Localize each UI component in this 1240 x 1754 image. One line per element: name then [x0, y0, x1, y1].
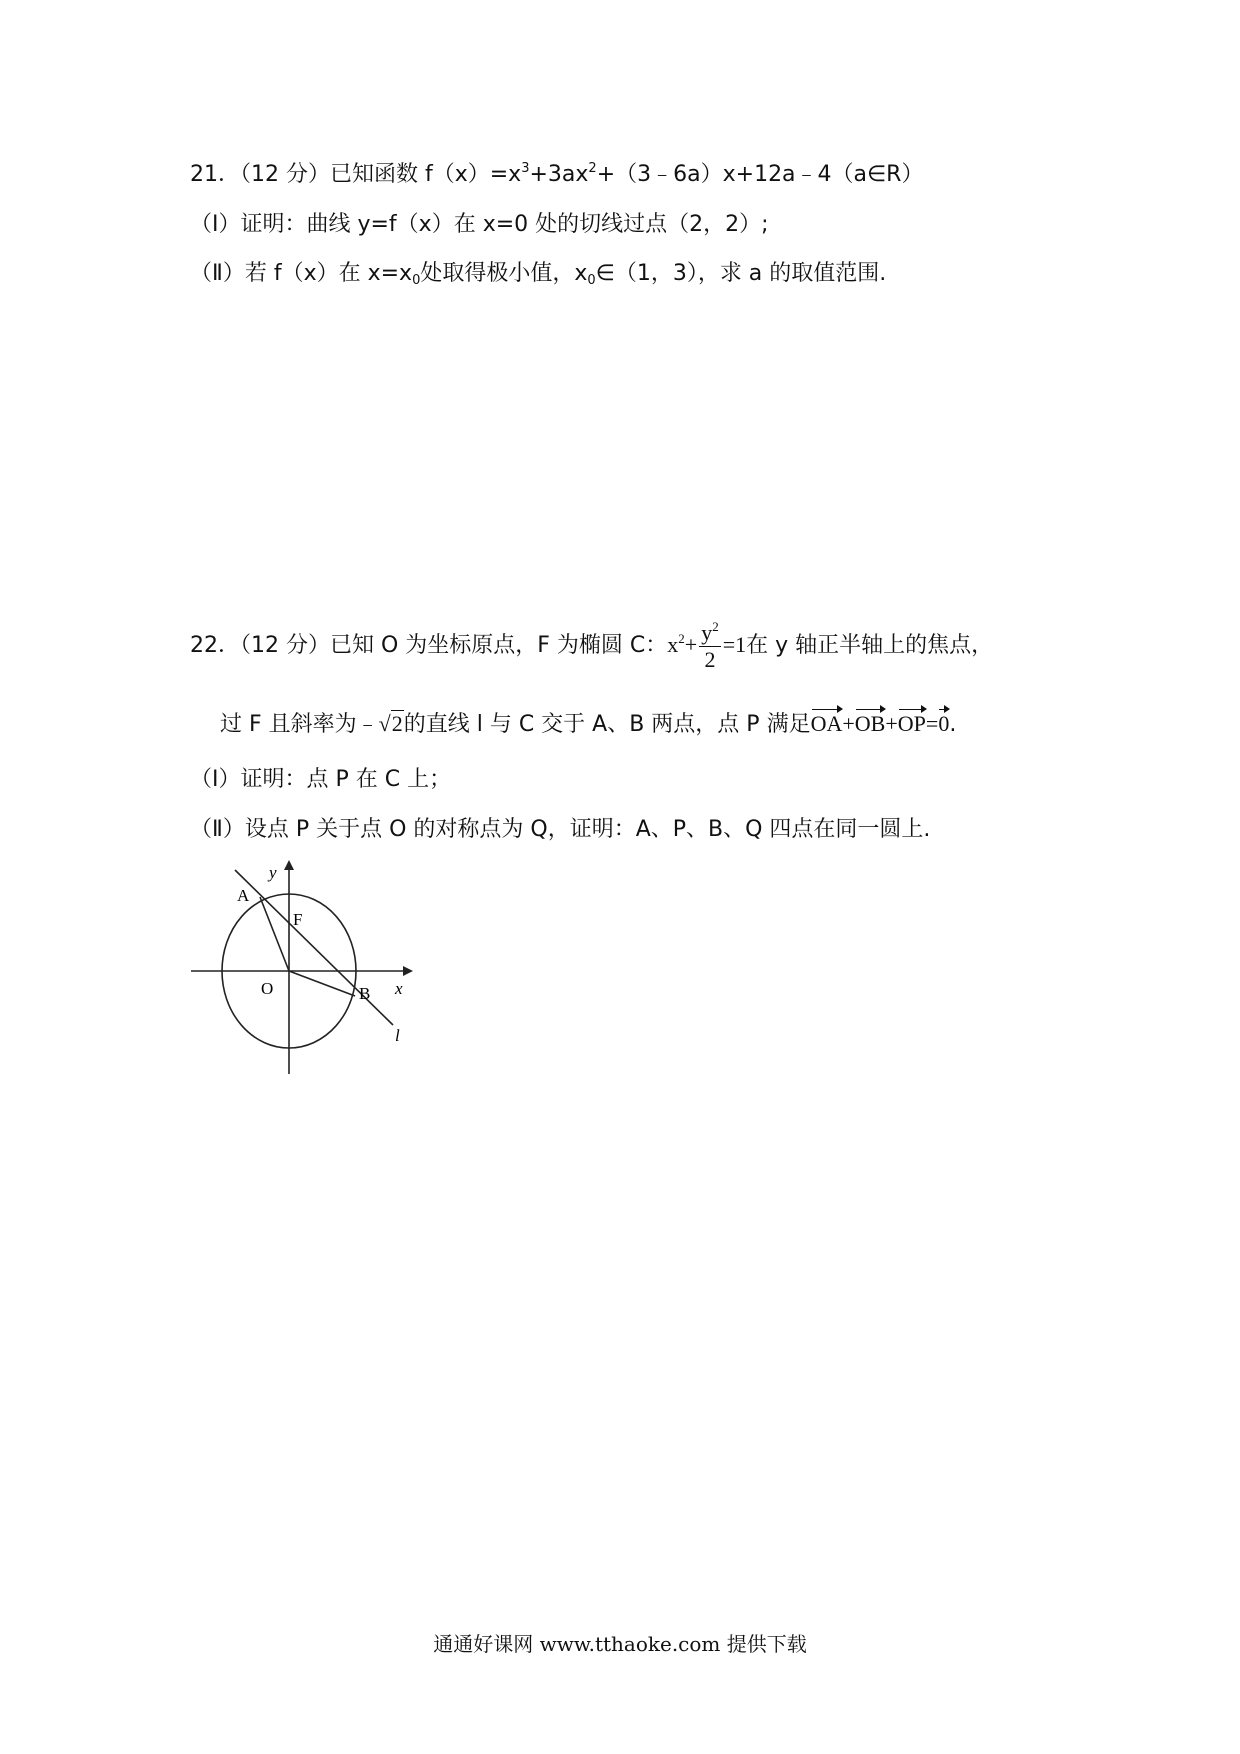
- eq-x-sup: 2: [678, 631, 685, 646]
- eq-denominator: 2: [704, 647, 716, 673]
- y-axis-arrow: [284, 860, 294, 870]
- eq-num-y: y: [701, 620, 713, 646]
- q22-cond-end: .: [949, 712, 957, 737]
- q22-cond-b: 的直线 l 与 C 交于 A、B 两点，点 P 满足: [403, 712, 811, 737]
- q22-part2: （Ⅱ）设点 P 关于点 O 的对称点为 Q，证明：A、P、B、Q 四点在同一圆上.: [190, 817, 931, 842]
- label-o: O: [261, 979, 274, 998]
- segment-ob: [289, 971, 355, 996]
- ellipse-equation: [667, 619, 747, 673]
- vector-zero: 0: [938, 707, 949, 739]
- q21-sup2: 2: [588, 161, 597, 176]
- eq-equals-one: =1: [722, 632, 747, 657]
- q22-cond-a: 过 F 且斜率为﹣: [220, 712, 379, 737]
- q22-stem-b: 在 y 轴正半轴上的焦点，: [746, 633, 994, 658]
- vector-ob: OB: [855, 707, 886, 739]
- label-b: B: [359, 984, 371, 1003]
- q21-part2: [190, 259, 886, 289]
- q21-stem-b: +3ax: [529, 162, 589, 187]
- q21-sup1: 3: [521, 161, 530, 176]
- eq-plus: +: [684, 632, 698, 657]
- label-l: l: [395, 1026, 400, 1045]
- label-a: A: [237, 886, 250, 905]
- eq-fraction: [699, 620, 721, 673]
- sqrt-value: 2: [391, 711, 403, 736]
- q22-part1: （Ⅰ）证明：点 P 在 C 上；: [190, 767, 452, 792]
- q21-part2-b: 处取得极小值，x: [420, 261, 588, 286]
- label-y: y: [269, 863, 277, 882]
- q22-condition: [220, 707, 956, 740]
- vec-plus-1: +: [842, 711, 855, 736]
- q21-sub1: 0: [412, 273, 421, 288]
- x-axis-arrow: [403, 966, 413, 976]
- q22-stem-a: 22．（12 分）已知 O 为坐标原点，F 为椭圆 C：: [190, 633, 668, 658]
- vec-equals: =: [925, 711, 939, 736]
- q21-stem-c: +（3﹣6a）x+12a﹣4（a∈R）: [596, 162, 924, 187]
- sqrt-two: [379, 710, 404, 736]
- footer: 通通好课网 www.tthaoke.com 提供下载: [433, 1632, 807, 1656]
- q21-stem-a: 21．（12 分）已知函数 f（x）=x: [190, 162, 522, 187]
- ellipse-figure: [185, 860, 425, 1080]
- eq-x: x: [667, 632, 679, 657]
- eq-numerator: [699, 620, 721, 647]
- q21-part1: （Ⅰ）证明：曲线 y=f（x）在 x=0 处的切线过点（2，2）;: [190, 212, 769, 237]
- q21-part2-a: （Ⅱ）若 f（x）在 x=x: [190, 261, 413, 286]
- vector-op: OP: [898, 707, 926, 739]
- q21-part2-c: ∈（1，3），求 a 的取值范围.: [595, 261, 887, 286]
- q21-stem: [190, 160, 923, 190]
- label-x: x: [395, 979, 403, 998]
- eq-num-sup: 2: [712, 619, 719, 635]
- label-f: F: [293, 910, 303, 929]
- vec-plus-2: +: [885, 711, 898, 736]
- q21-sub2: 0: [587, 273, 596, 288]
- vector-oa: OA: [811, 707, 843, 739]
- sqrt-sign: √: [378, 711, 391, 736]
- q22-stem: [190, 615, 993, 676]
